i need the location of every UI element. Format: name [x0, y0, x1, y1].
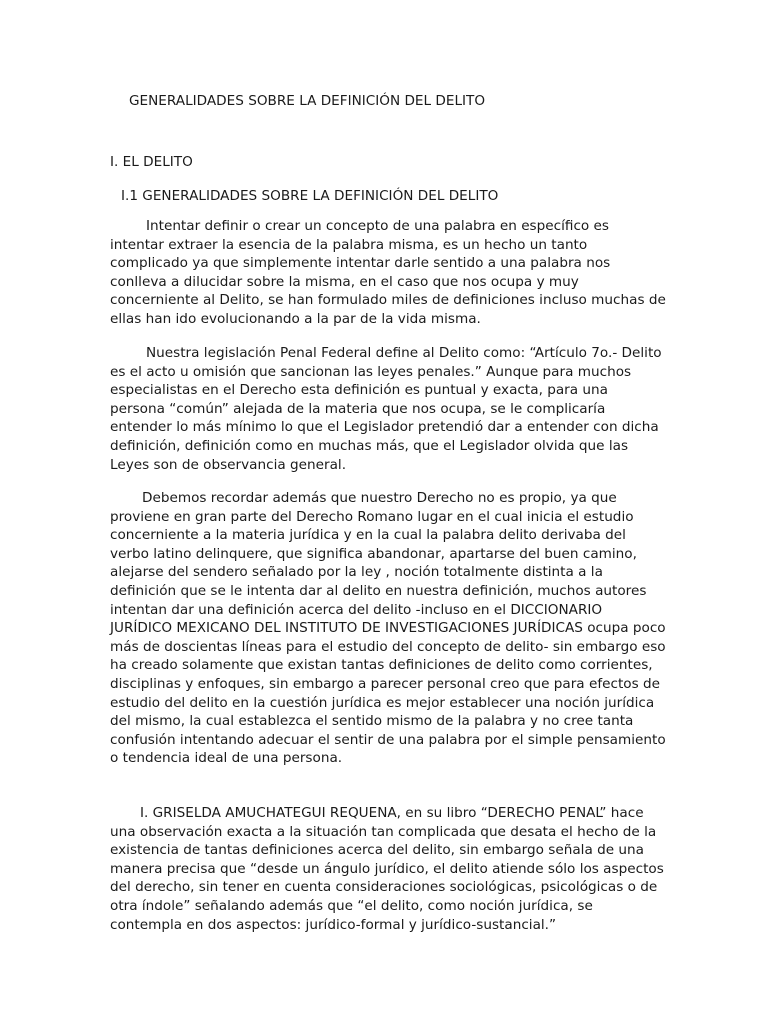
paragraph-2: Nuestra legislación Penal Federal define al Delito como: “Artículo 7o.- Delito es el acto u omisión que sancionan las leyes penales.” Aunque para muchos especialistas en el Derecho esta definición es puntual y exacta, para una persona “común” alejada de la materia que nos ocupa, se le complicaría entender lo más mínimo lo que el Legislador pretendió dar a entender con dicha definición, definición como en muchas más, que el Legislador olvida que las Leyes son de observancia general. — [110, 345, 662, 473]
subsection-heading: I.1 GENERALIDADES SOBRE LA DEFINICIÓN DEL DELITO — [121, 188, 499, 204]
paragraph-3: Debemos recordar además que nuestro Derecho no es propio, ya que proviene en gran parte del Derecho Romano lugar en el cual inicia el estudio concerniente a la materia jurídica y en la cual la palabra delito derivaba del verbo latino delinquere, que significa abandonar, apartarse del buen camino, alejarse del sendero señalado por la ley , noción totalmente distinta a la definición que se le intenta dar al delito en nuestra definición, muchos autores intentan dar una definición acerca del delito -incluso en el DICCIONARIO JURÍDICO MEXICANO DEL INSTITUTO DE INVESTIGACIONES JURÍDICAS ocupa poco más de doscientas líneas para el estudio del concepto de delito- sin embargo eso ha creado solamente que existan tantas definiciones de delito como corrientes, disciplinas y enfoques, sin embargo a parecer personal creo que para efectos de estudio del delito en la cuestión jurídica es mejor establecer una noción jurídica del mismo, la cual establezca el sentido mismo de la palabra y no cree tanta confusión intentando adecuar el sentir de una palabra por el simple pensamiento o tendencia ideal de una persona. — [110, 490, 666, 767]
paragraph-4: I. GRISELDA AMUCHATEGUI REQUENA, en su libro “DERECHO PENAL” hace una observación exacta a la situación tan complicada que desata el hecho de la existencia de tantas definiciones acerca del delito, sin embargo señala de una manera precisa que “desde un ángulo jurídico, el delito atiende sólo los aspectos del derecho, sin tener en cuenta consideraciones sociológicas, psicológicas o de otra índole” señalando además que “el delito, como noción jurídica, se contempla en dos aspectos: jurídico-formal y jurídico-sustancial.” — [110, 805, 664, 933]
document-title: GENERALIDADES SOBRE LA DEFINICIÓN DEL DELITO — [129, 93, 486, 109]
section-heading: I. EL DELITO — [110, 154, 193, 170]
paragraph-1: Intentar definir o crear un concepto de una palabra en específico es intentar extraer la esencia de la palabra misma, es un hecho un tanto complicado ya que simplemente intentar darle sentido a una palabra nos conlleva a dilucidar sobre la misma, en el caso que nos ocupa y muy concerniente al Delito, se han formulado miles de definiciones incluso muchas de ellas han ido evolucionando a la par de la vida misma. — [110, 218, 666, 327]
